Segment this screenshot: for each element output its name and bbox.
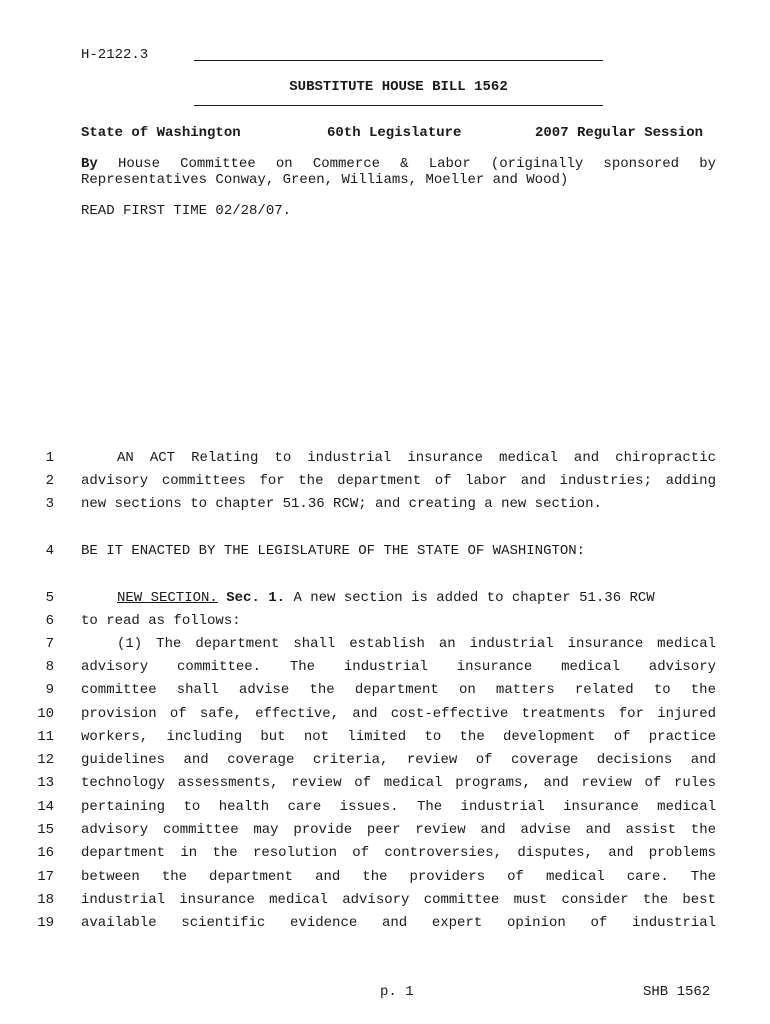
line-number: 5 xyxy=(45,590,54,606)
session-label: 2007 Regular Session xyxy=(535,125,704,141)
body-line: committee shall advise the department on matters related to the xyxy=(81,682,716,698)
line-number: 1 xyxy=(45,450,54,466)
line-number: 8 xyxy=(45,659,54,675)
bill-reference: SHB 1562 xyxy=(643,984,711,1000)
line-number: 14 xyxy=(37,799,54,815)
body-line: between the department and the providers of medical care. The xyxy=(81,869,716,885)
line-number: 11 xyxy=(37,729,54,745)
line-number: 12 xyxy=(37,752,54,768)
line-number: 3 xyxy=(45,496,54,512)
line-number: 16 xyxy=(37,845,54,861)
sponsor-text-1: House Committee on Commerce & Labor (originally sponsored by xyxy=(117,156,716,172)
line-number: 18 xyxy=(37,892,54,908)
body-line: new sections to chapter 51.36 RCW; and creating a new section. xyxy=(81,496,602,512)
section-number: Sec. 1. xyxy=(226,590,286,606)
body-line: guidelines and coverage criteria, review of coverage decisions and xyxy=(81,752,716,768)
body-line: advisory committee may provide peer review and advise and assist the xyxy=(81,822,716,838)
body-line: provision of safe, effective, and cost-effective treatments for injured xyxy=(81,706,716,722)
body-line: to read as follows: xyxy=(81,613,241,629)
body-line: workers, including but not limited to the development of practice xyxy=(81,729,716,745)
body-line: BE IT ENACTED BY THE LEGISLATURE OF THE STATE OF WASHINGTON: xyxy=(81,543,586,559)
read-first-time: READ FIRST TIME 02/28/07. xyxy=(81,203,292,219)
line-number: 7 xyxy=(45,636,54,652)
line-text: A new section is added to chapter 51.36 RCW xyxy=(293,590,655,606)
bill-title: SUBSTITUTE HOUSE BILL 1562 xyxy=(289,79,508,95)
body-line xyxy=(81,450,716,466)
page-number: p. 1 xyxy=(380,984,414,1000)
legislature-label: 60th Legislature xyxy=(327,125,462,141)
state-label: State of Washington xyxy=(81,125,241,141)
body-line: industrial insurance medical advisory committee must consider the best xyxy=(81,892,716,908)
header-rule-bottom xyxy=(194,105,603,106)
line-number: 13 xyxy=(37,775,54,791)
line-text: AN ACT Relating to industrial insurance medical and chiropractic xyxy=(117,450,716,466)
line-text: (1) The department shall establish an industrial insurance medical xyxy=(117,636,716,652)
body-line: department in the resolution of controversies, disputes, and problems xyxy=(81,845,716,861)
line-number: 19 xyxy=(37,915,54,931)
body-line: technology assessments, review of medical programs, and review of rules xyxy=(81,775,716,791)
body-line: advisory committees for the department of labor and industries; adding xyxy=(81,473,716,489)
body-line: advisory committee. The industrial insurance medical advisory xyxy=(81,659,716,675)
line-number: 6 xyxy=(45,613,54,629)
line-number: 2 xyxy=(45,473,54,489)
line-number: 10 xyxy=(37,706,54,722)
line-number: 17 xyxy=(37,869,54,885)
header-rule-top xyxy=(194,60,603,61)
body-line: available scientific evidence and expert opinion of industrial xyxy=(81,915,716,931)
body-line xyxy=(81,636,716,652)
line-number: 4 xyxy=(45,543,54,559)
line-number: 9 xyxy=(45,682,54,698)
new-section-label: NEW SECTION. xyxy=(117,590,218,606)
sponsor-line-2: Representatives Conway, Green, Williams, Moeller and Wood) xyxy=(81,172,569,188)
by-label: By xyxy=(81,156,98,172)
sponsor-line-1 xyxy=(81,156,716,172)
document-id: H-2122.3 xyxy=(81,47,149,63)
line-number: 15 xyxy=(37,822,54,838)
section-heading-line xyxy=(117,590,716,606)
body-line: pertaining to health care issues. The industrial insurance medical xyxy=(81,799,716,815)
